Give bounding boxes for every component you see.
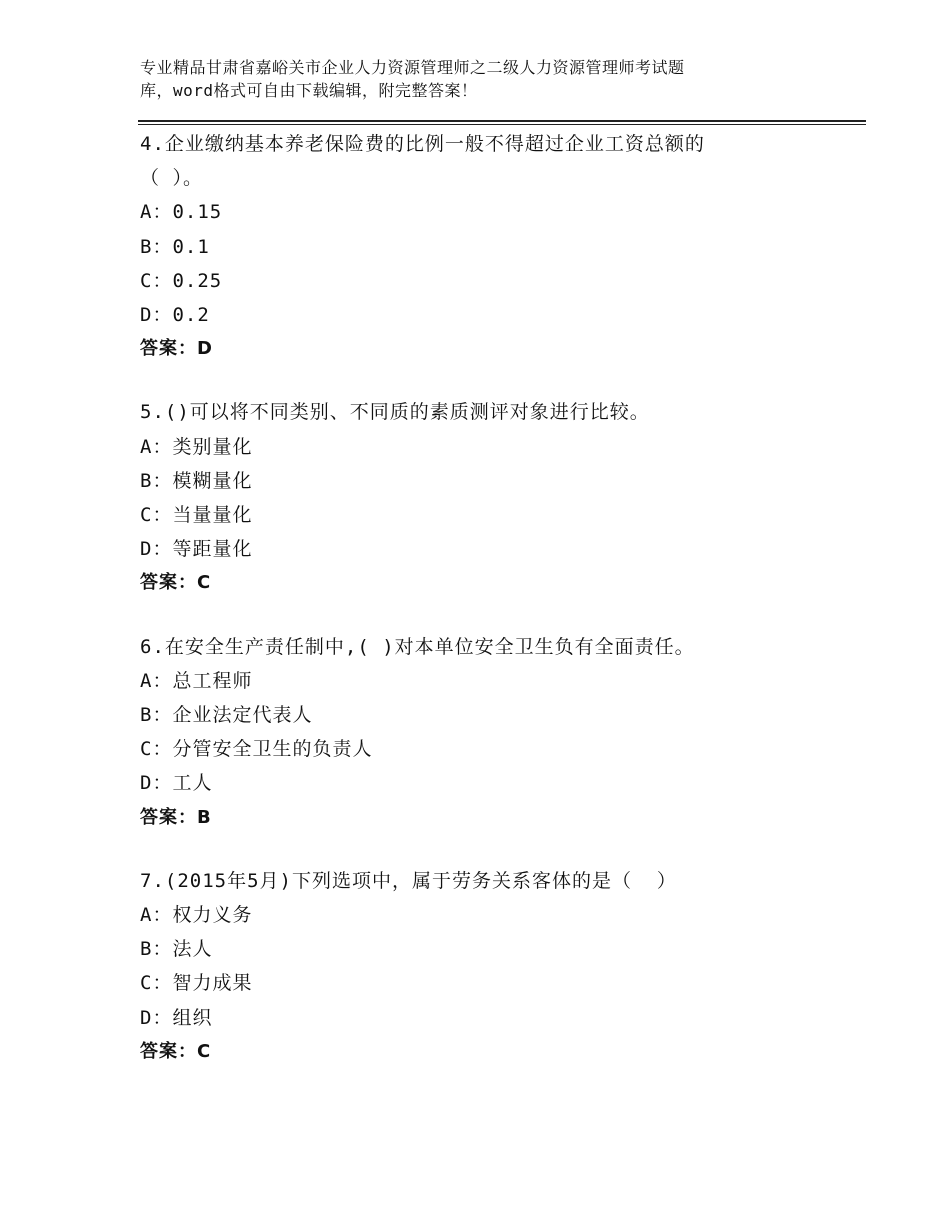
- option-b: B：法人: [140, 938, 213, 961]
- option-b: B：模糊量化: [140, 469, 253, 492]
- document-header: [140, 56, 840, 102]
- question-stem: 7.(2015年5月)下列选项中，属于劳务关系客体的是（ ）: [140, 869, 677, 892]
- option-b: B：0.1: [140, 235, 210, 258]
- option-c: C：0.25: [140, 269, 223, 292]
- option-d: D：等距量化: [140, 538, 253, 561]
- answer: 答案：C: [140, 1040, 212, 1062]
- question-7: [140, 864, 860, 1069]
- option-c: C：智力成果: [140, 972, 253, 995]
- answer: 答案：D: [140, 338, 213, 360]
- option-d: D：0.2: [140, 304, 210, 327]
- option-b: B：企业法定代表人: [140, 704, 313, 727]
- option-d: D：工人: [140, 772, 213, 795]
- option-d: D：组织: [140, 1006, 213, 1029]
- question-4: [140, 127, 860, 366]
- answer: 答案：B: [140, 806, 212, 828]
- header-divider-thick: [138, 120, 866, 122]
- option-a: A：总工程师: [140, 669, 253, 692]
- question-stem: 5.()可以将不同类别、不同质的素质测评对象进行比较。: [140, 401, 650, 424]
- question-list: [140, 127, 860, 1098]
- question-5: [140, 395, 860, 600]
- question-stem: 6.在安全生产责任制中,( )对本单位安全卫生负有全面责任。: [140, 635, 695, 658]
- header-title-line-2: 库，word格式可自由下载编辑，附完整答案！: [140, 81, 478, 100]
- option-c: C：分管安全卫生的负责人: [140, 738, 373, 761]
- question-stem-continued: （ ）。: [140, 167, 203, 190]
- answer: 答案：C: [140, 572, 212, 594]
- option-a: A：0.15: [140, 201, 223, 224]
- option-a: A：权力义务: [140, 904, 253, 927]
- option-a: A：类别量化: [140, 435, 253, 458]
- question-stem: 4.企业缴纳基本养老保险费的比例一般不得超过企业工资总额的: [140, 133, 705, 155]
- header-divider-thin: [138, 124, 866, 125]
- header-title-line-1: 专业精品甘肃省嘉峪关市企业人力资源管理师之二级人力资源管理师考试题: [140, 58, 685, 77]
- option-c: C：当量量化: [140, 504, 253, 527]
- question-6: [140, 630, 860, 835]
